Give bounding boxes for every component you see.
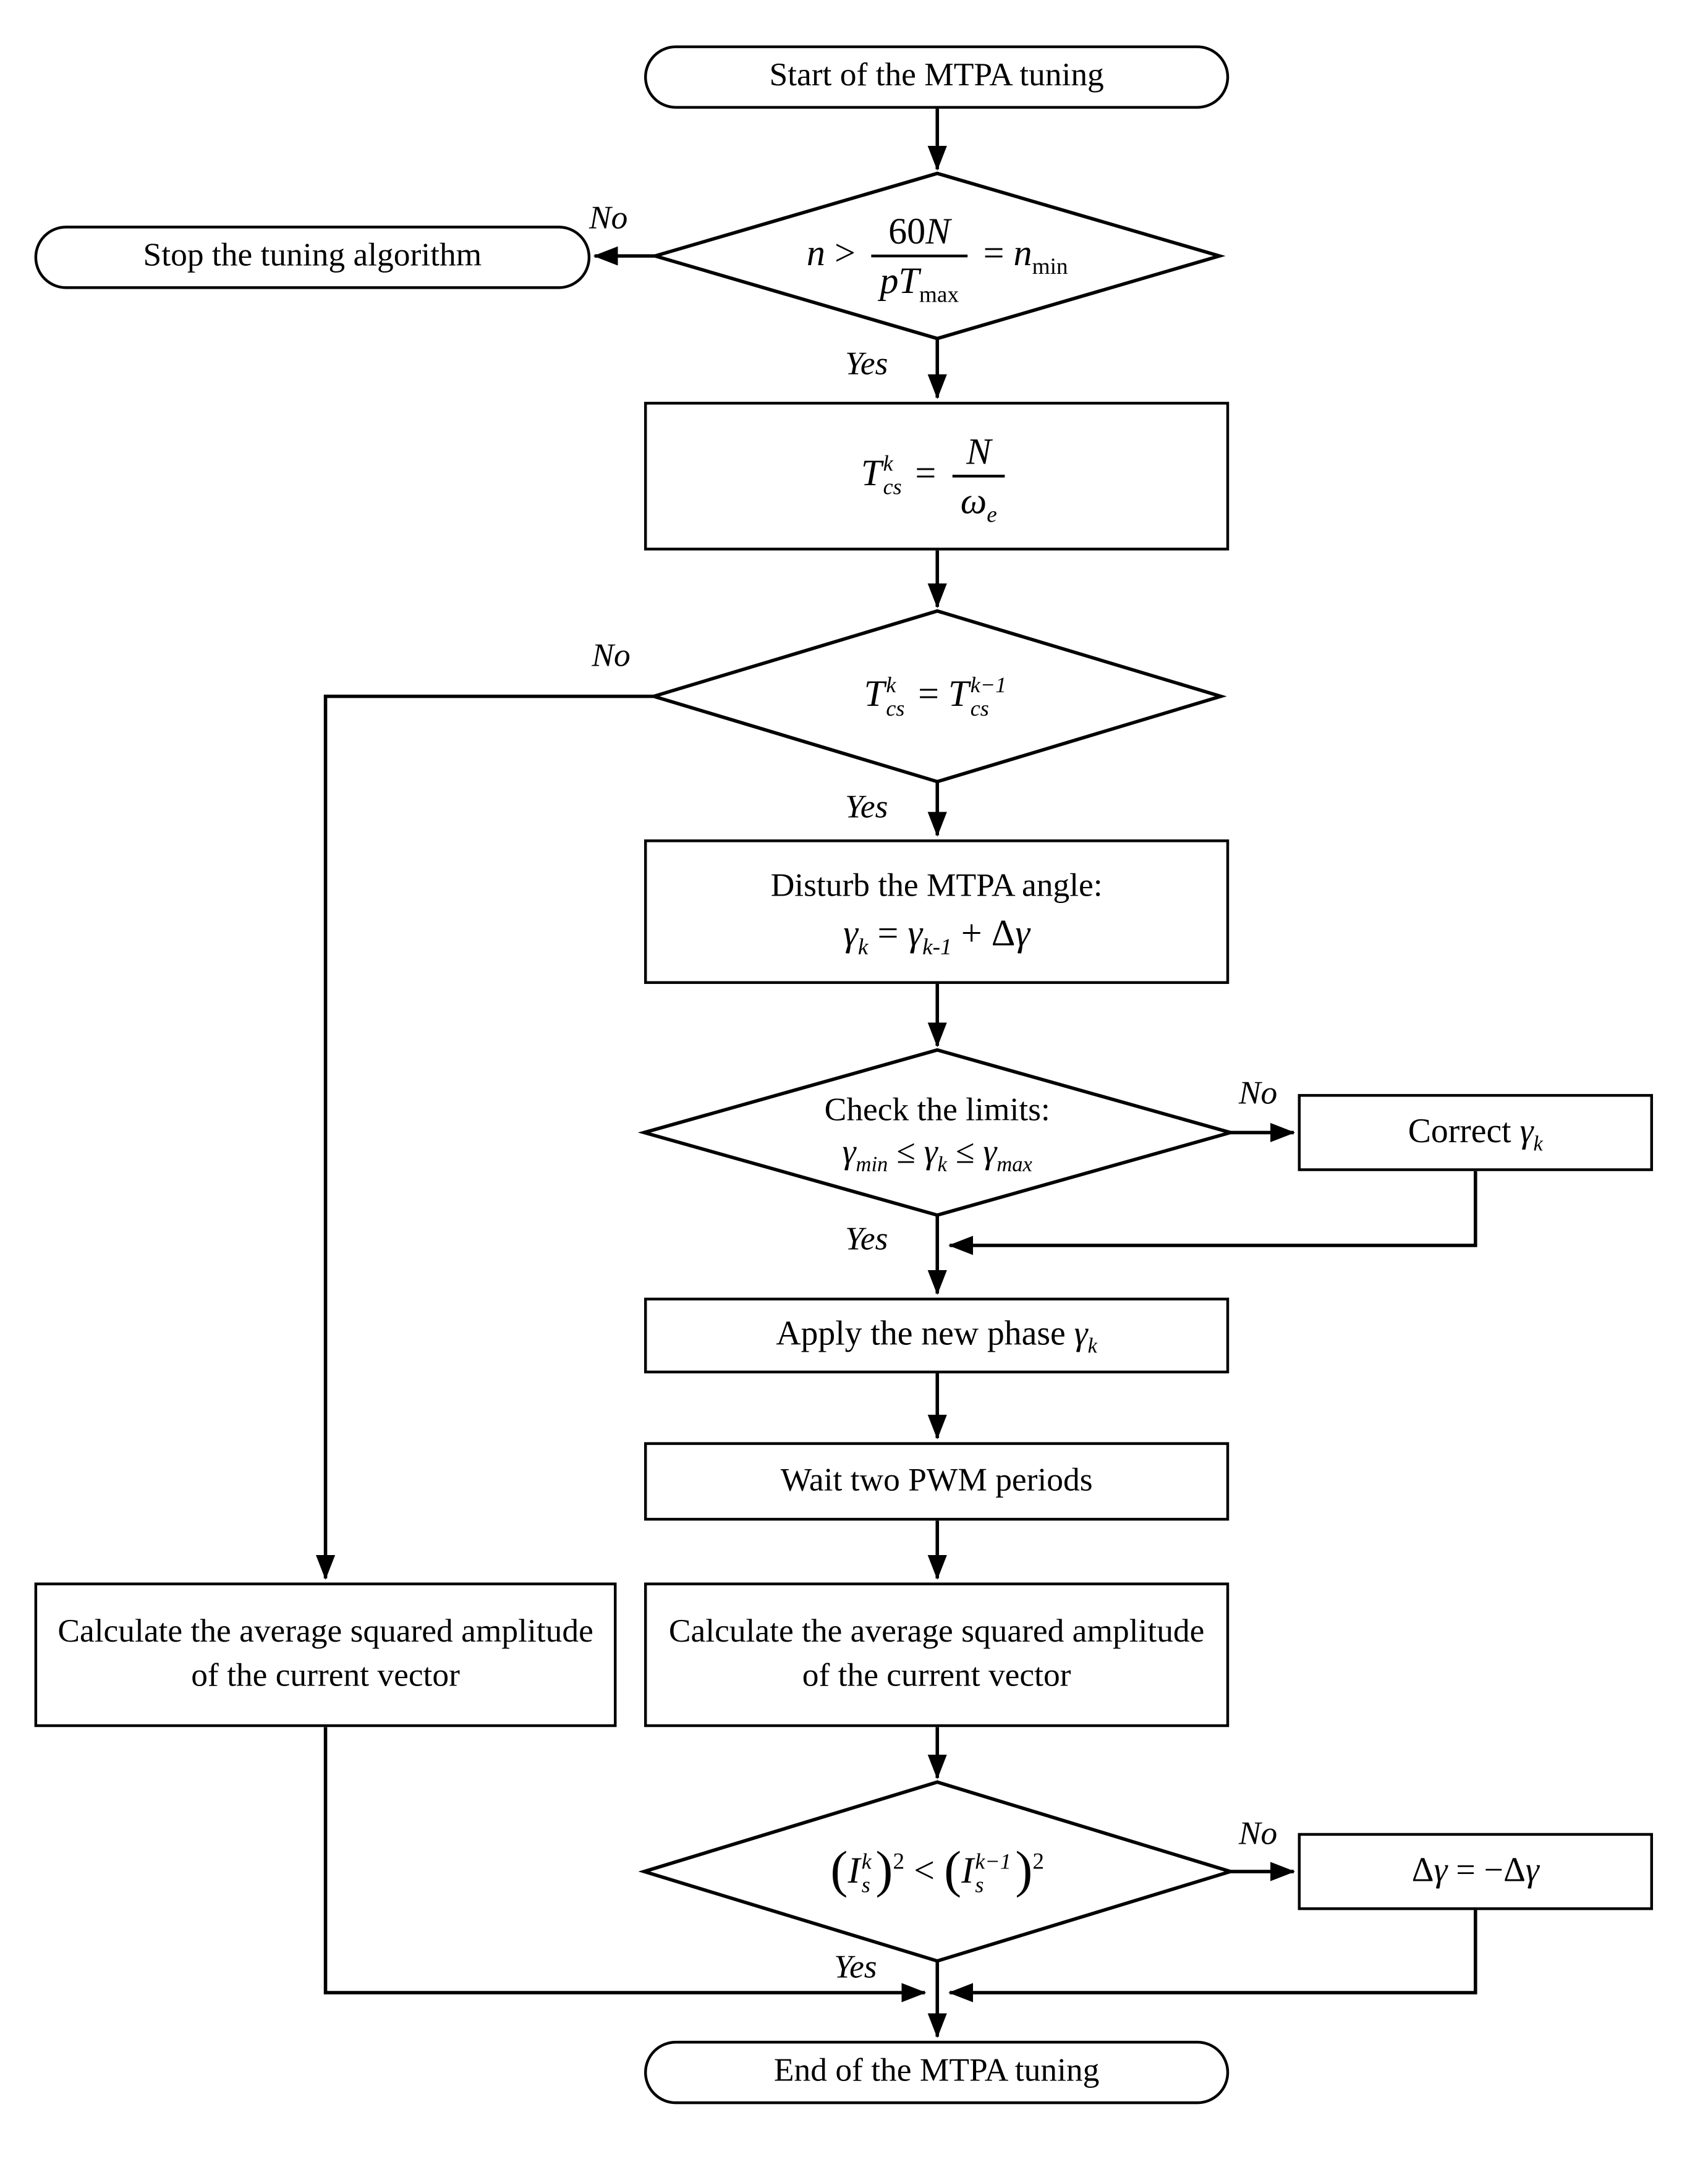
node-calc-amplitude-left [35,1582,617,1727]
check-limits-formula: $\gamma_{min} \le \gamma_k \le \gamma_{max}$ [842,1134,1032,1177]
edge-label-no-compare: No [1238,1816,1278,1852]
node-stop [35,226,591,289]
correct-gamma-label: Correct $\gamma_k$ [1408,1113,1543,1156]
edge-label-no-speedcheck: No [588,201,628,237]
apply-phase-label: Apply the new phase $\gamma_k$ [776,1316,1097,1359]
calc-amplitude-left-label: Calculate the average squared amplitude of the current vector [57,1614,593,1694]
connector-samplingequal-no-to-calcleft [326,697,654,1579]
disturb-angle-formula: $\gamma_k = \gamma_{k-1} + \Delta\gamma$ [843,912,1030,959]
node-correct-gamma [1298,1094,1653,1171]
decision-check-limits [703,1062,1171,1203]
current-compare-formula: (I k s )$^2$ < (I k−1 s )$^2$ [830,1841,1045,1900]
edge-label-yes-samplingequal: Yes [845,790,888,826]
sampling-equal-formula: T k cs = T k−1 cs [864,672,1007,721]
check-limits-title: Check the limits: [824,1093,1050,1129]
decision-speed-limit [703,190,1171,322]
node-calc-amplitude-center [644,1582,1229,1727]
edge-label-yes-speedcheck: Yes [845,347,888,383]
node-sampling-time [644,402,1229,550]
node-end-label: End of the MTPA tuning [773,2053,1100,2090]
flip-delta-gamma-label: Δγ = −Δγ [1411,1852,1539,1889]
sampling-time-formula: T k cs = $\frac{N}{\omega_e}$ [861,428,1012,525]
calc-amplitude-center-label: Calculate the average squared amplitude of the current vector [668,1614,1205,1694]
speed-limit-formula: n > $\frac{60N}{pT_{max}}$ = $n_{min}$ [806,210,1068,308]
wait-pwm-label: Wait two PWM periods [780,1462,1093,1499]
node-apply-phase [644,1298,1229,1373]
decision-sampling-equal [731,636,1144,757]
node-start-label: Start of the MTPA tuning [769,58,1104,95]
node-disturb-angle [644,839,1229,984]
node-stop-label: Stop the tuning algorithm [143,239,482,274]
node-start [644,45,1229,108]
edge-label-no-samplingequal: No [592,638,631,674]
edge-label-yes-checklimits: Yes [845,1222,888,1258]
node-wait-pwm [644,1442,1229,1520]
edge-label-yes-compare: Yes [834,1949,877,1986]
disturb-angle-title: Disturb the MTPA angle: [770,868,1103,905]
node-flip-delta-gamma [1298,1833,1653,1910]
node-end [644,2041,1229,2104]
edge-label-no-checklimits: No [1238,1076,1278,1113]
decision-current-compare [689,1803,1185,1941]
